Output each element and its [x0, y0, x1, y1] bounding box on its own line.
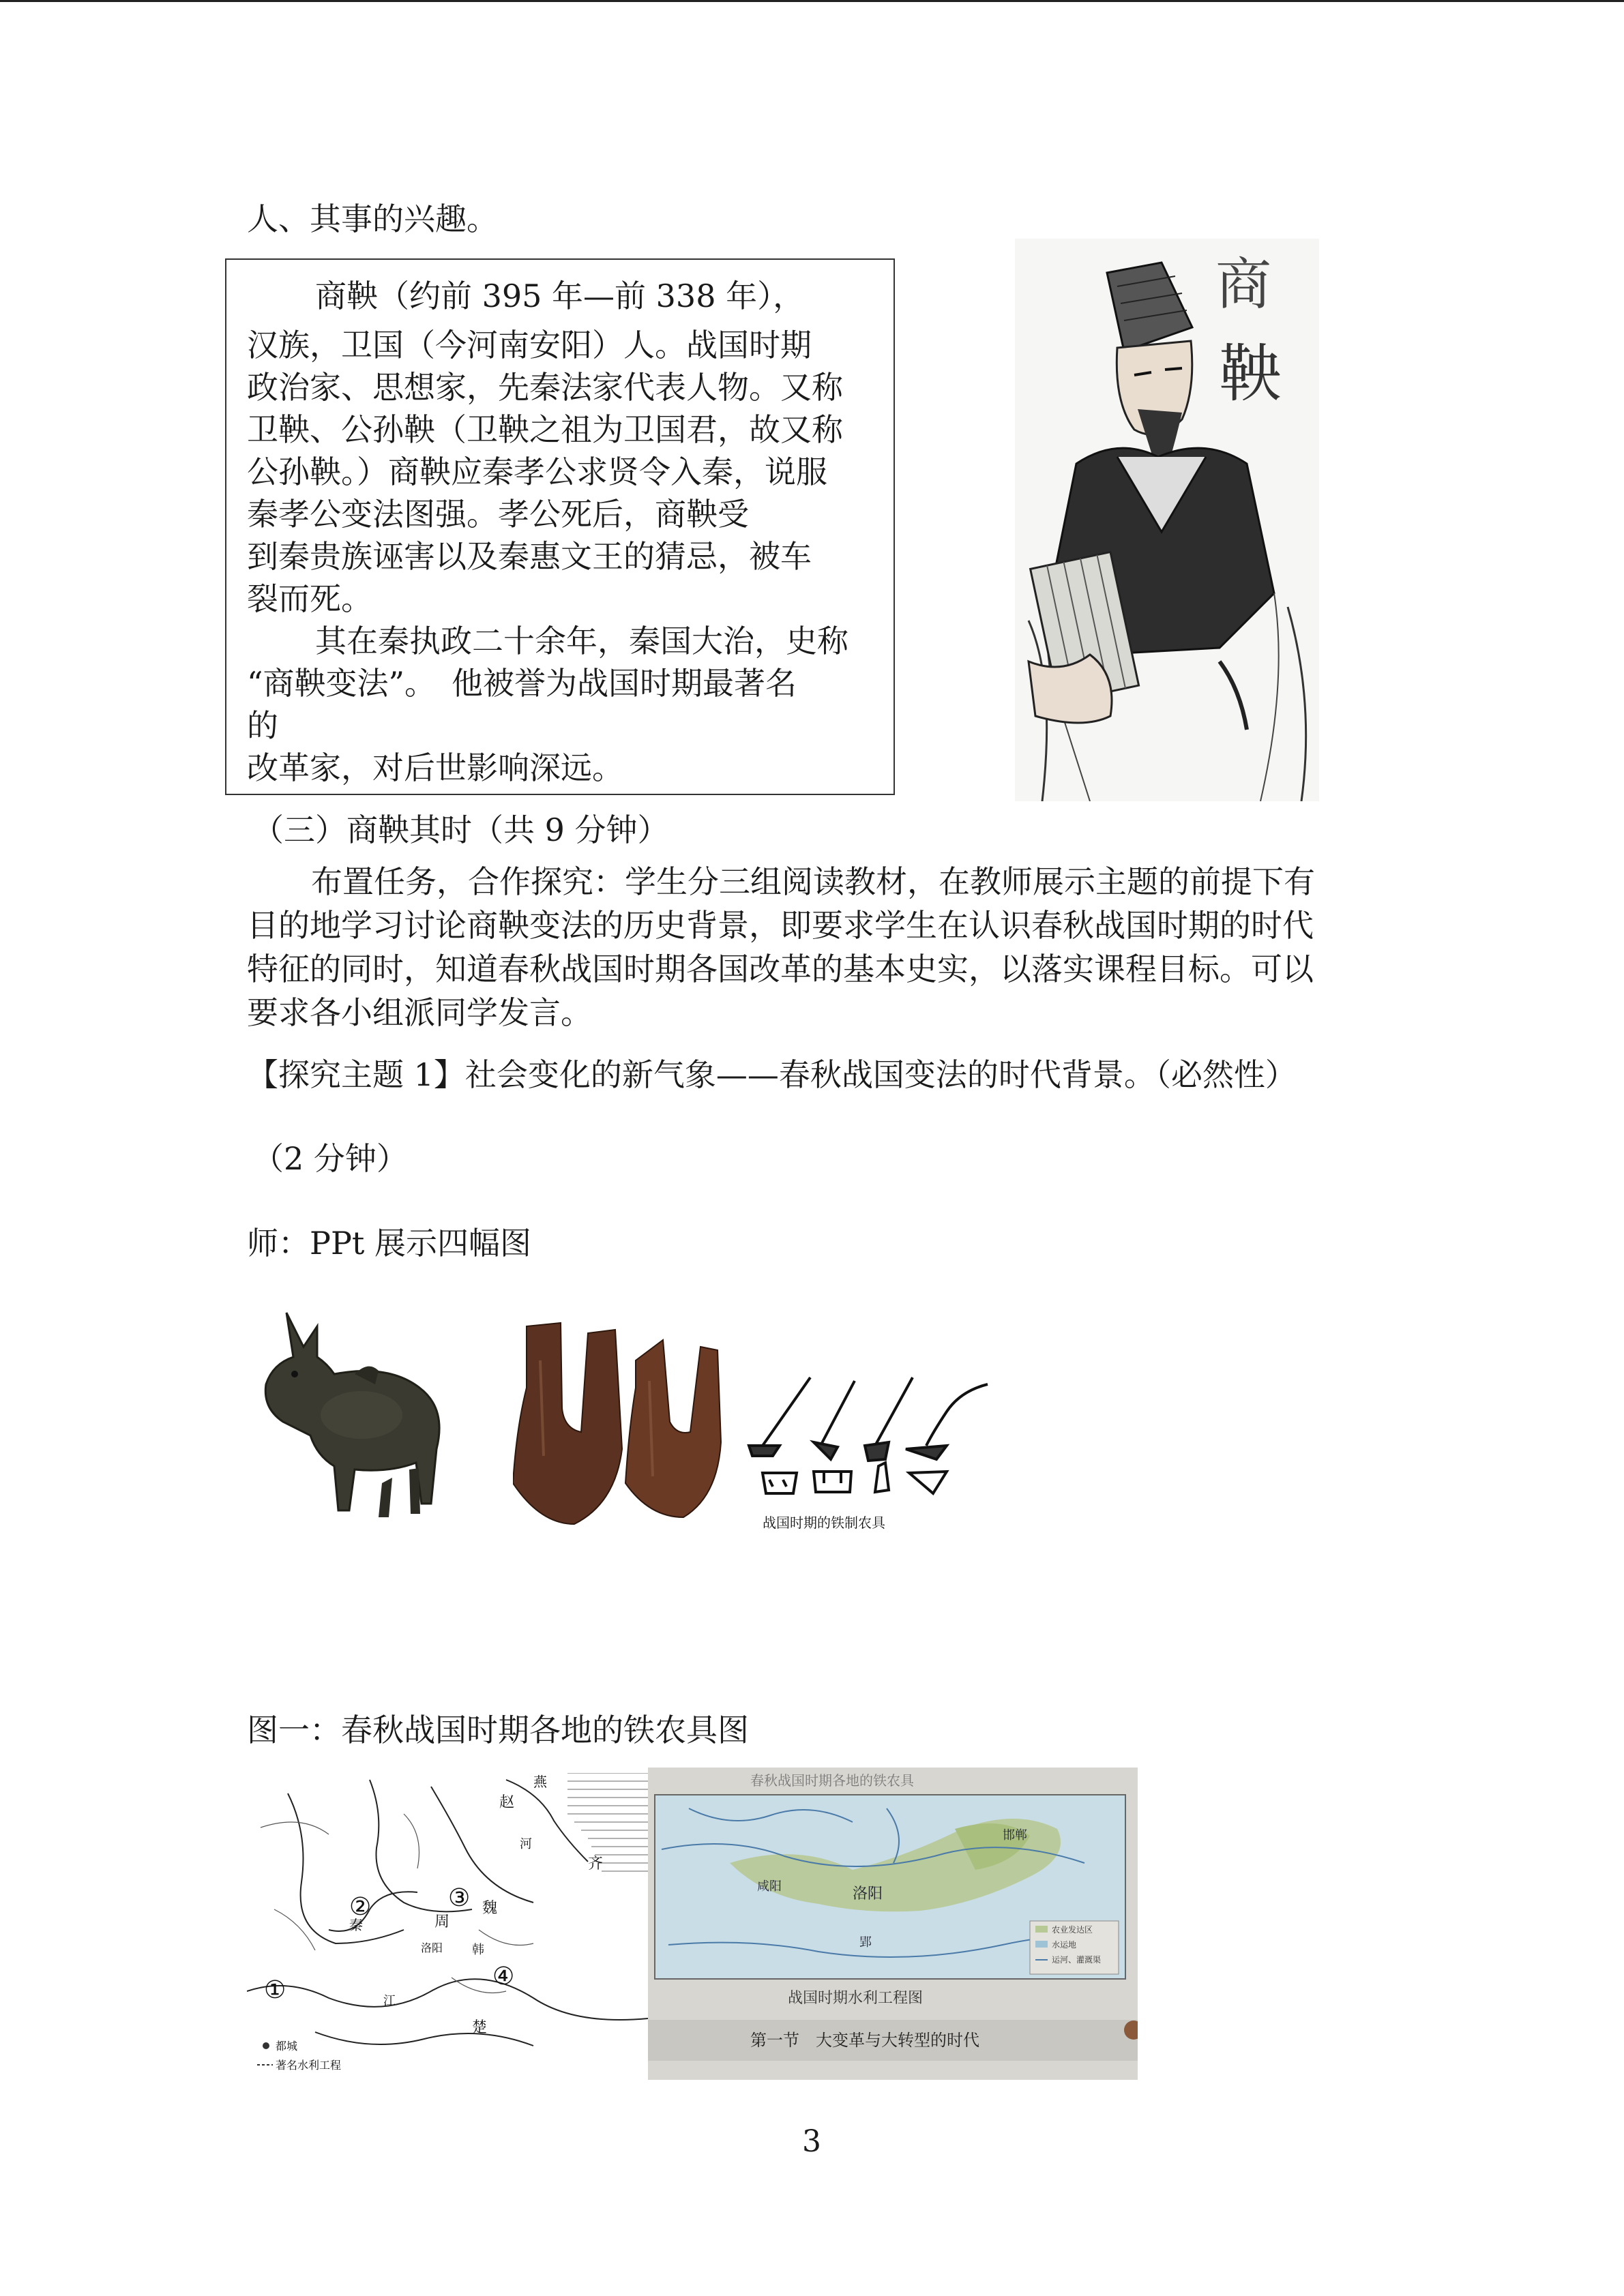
- calligraphy-char-2: 鞅: [1218, 338, 1282, 411]
- map-label-qi: 齐: [588, 1855, 604, 1873]
- section-heading: （三）商鞅其时（共 9 分钟）: [252, 811, 669, 848]
- map-legend-waterworks: 著名水利工程: [276, 2059, 342, 2072]
- task-line-3: 特征的同时，知道春秋战国时期各国改革的基本史实，以落实课程目标。可以: [247, 951, 1314, 987]
- map-marker-1: ①: [264, 1976, 286, 2004]
- page-number: 3: [802, 2124, 821, 2159]
- iron-plowshare-image: [513, 1320, 731, 1531]
- calligraphy-char-1: 商: [1215, 252, 1272, 317]
- task-line-4: 要求各小组派同学发言。: [247, 994, 592, 1031]
- photo-map-label-xianyang: 咸阳: [757, 1879, 782, 1894]
- teacher-line: 师：PPt 展示四幅图: [247, 1225, 532, 1262]
- legend-capital-symbol: [263, 2042, 269, 2049]
- task-line-1: 布置任务，合作探究：学生分三组阅读教材，在教师展示主题的前提下有: [311, 863, 1315, 900]
- map-label-zhou: 周: [434, 1913, 450, 1930]
- photo-map-label-luoyang: 洛阳: [853, 1885, 883, 1903]
- hydraulic-map-line-drawing: [247, 1773, 648, 2080]
- bio-line-9: 其在秦执政二十余年，秦国大治，史称: [315, 623, 848, 659]
- map-label-yan: 燕: [533, 1774, 547, 1790]
- bio-line-11: 的: [247, 707, 278, 744]
- topic-1-heading: 【探究主题 1】社会变化的新气象——春秋战国变法的时代背景。（必然性）: [247, 1056, 1297, 1093]
- map-marker-3: ③: [448, 1884, 471, 1912]
- bio-box: [225, 258, 895, 795]
- bronze-ox-image: [252, 1299, 457, 1524]
- map-label-luoyang: 洛阳: [421, 1941, 443, 1954]
- bio-line-4: 卫鞅、公孙鞅（卫鞅之祖为卫国君，故又称: [247, 411, 843, 448]
- photo-map-legend-1: 农业发达区: [1052, 1925, 1093, 1935]
- map-label-he: 河: [520, 1837, 532, 1851]
- photo-map-caption: 战国时期水利工程图: [788, 1990, 924, 2007]
- figure-1-caption: 图一：春秋战国时期各地的铁农具图: [247, 1712, 749, 1748]
- bio-line-2: 汉族，卫国（今河南安阳）人。战国时期: [247, 327, 812, 363]
- bio-line-12: 改革家，对后世影响深远。: [247, 749, 623, 786]
- map-marker-2: ②: [349, 1893, 372, 1921]
- photo-map-label-ying: 郢: [859, 1935, 872, 1950]
- bio-line-1: 商鞅（约前 395 年—前 338 年），: [315, 278, 805, 314]
- bio-line-8: 裂而死。: [247, 580, 372, 617]
- bio-line-5: 公孙鞅。）商鞅应秦孝公求贤令入秦，说服: [247, 453, 827, 490]
- bio-line-10: “商鞅变法”。 他被誉为战国时期最著名: [247, 665, 797, 702]
- map-label-chu: 楚: [472, 2019, 488, 2036]
- map-label-jiang: 江: [383, 1994, 396, 2008]
- map-label-wei: 魏: [482, 1900, 498, 1917]
- map-label-qin: 秦: [349, 1917, 363, 1933]
- map-legend-capital: 都城: [276, 2040, 298, 2053]
- iron-tools-drawing: [742, 1371, 1001, 1534]
- topic-1-time: （2 分钟）: [252, 1140, 408, 1177]
- photo-map-legend-3: 运河、灌溉渠: [1052, 1955, 1102, 1965]
- iron-tools-caption: 战国时期的铁制农具: [763, 1515, 885, 1531]
- bio-line-6: 秦孝公变法图强。孝公死后，商鞅受: [247, 496, 749, 533]
- photo-map-top-title: 春秋战国时期各地的铁农具: [750, 1772, 914, 1789]
- task-line-2: 目的地学习讨论商鞅变法的历史背景，即要求学生在认识春秋战国时期的时代: [247, 907, 1314, 944]
- top-fragment-text: 人、其事的兴趣。: [247, 200, 498, 237]
- map-label-zhao: 赵: [499, 1794, 515, 1811]
- bio-line-3: 政治家、思想家，先秦法家代表人物。又称: [247, 369, 843, 406]
- map-marker-4: ④: [492, 1963, 515, 1991]
- map-label-han: 韩: [472, 1943, 484, 1957]
- photo-map-label-handan: 邯郸: [1003, 1828, 1027, 1843]
- page-top-border: [0, 0, 1624, 2]
- photo-map-footer: 第一节 大变革与大转型的时代: [750, 2031, 979, 2050]
- photo-map-legend-2: 水运地: [1052, 1940, 1077, 1950]
- hydraulic-map-photo: [648, 1768, 1138, 2080]
- shang-yang-portrait: [1015, 239, 1319, 801]
- bio-line-7: 到秦贵族诬害以及秦惠文王的猜忌，被车: [247, 538, 812, 575]
